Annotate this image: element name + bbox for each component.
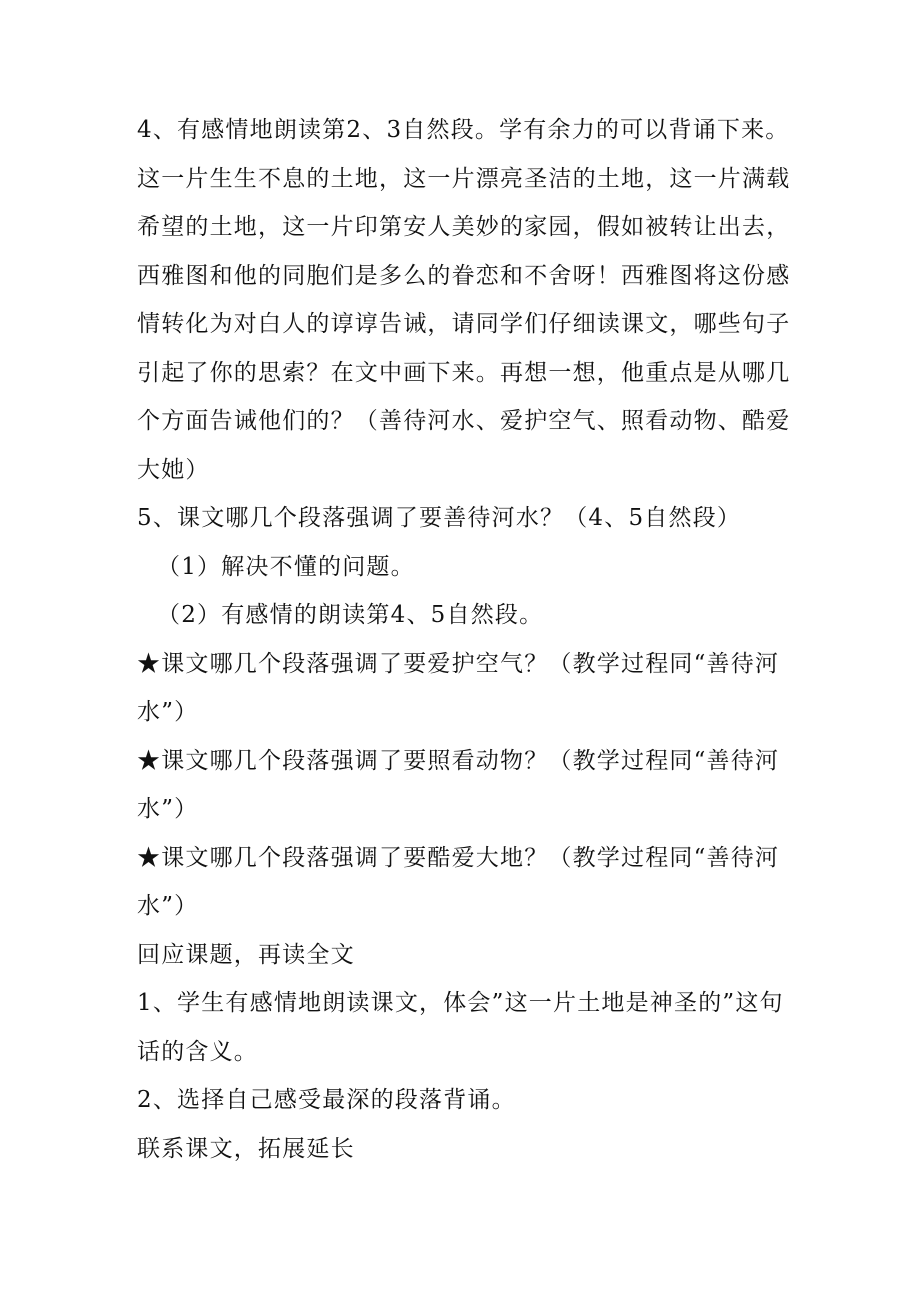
text-line: 水”） xyxy=(137,796,199,822)
text-line: 情转化为对白人的谆谆告诫，请同学们仔细读课文，哪些句子 xyxy=(137,311,791,337)
text-line: ★课文哪几个段落强调了要爱护空气？（教学过程同“善待河 xyxy=(137,650,780,677)
text-line: 希望的土地，这一片印第安人美妙的家园，假如被转让出去， xyxy=(137,214,791,240)
text-line: 这一片生生不息的土地，这一片漂亮圣洁的土地，这一片满载 xyxy=(137,165,791,192)
text-line: 大她） xyxy=(137,456,210,483)
text-line: 个方面告诫他们的？（善待河水、爱护空气、照看动物、酷爱 xyxy=(137,408,791,434)
document-body xyxy=(137,106,791,1173)
text-line: （1）解决不懂的问题。 xyxy=(157,553,415,580)
text-line: 5、课文哪几个段落强调了要善待河水？（4、5自然段） xyxy=(137,505,742,531)
text-line: 2、选择自己感受最深的段落背诵。 xyxy=(137,1087,516,1113)
text-line: （2）有感情的朗读第4、5自然段。 xyxy=(157,602,544,628)
text-line: 1、学生有感情地朗读课文，体会”这一片土地是神圣的”这句 xyxy=(137,990,784,1016)
section-heading: 联系课文，拓展延长 xyxy=(137,1135,355,1162)
section-heading: 回应课题，再读全文 xyxy=(137,941,355,968)
text-line: 话的含义。 xyxy=(137,1038,258,1065)
text-line: 4、有感情地朗读第2、3自然段。学有余力的可以背诵下来。 xyxy=(137,117,790,143)
text-line: ★课文哪几个段落强调了要酷爱大地？（教学过程同“善待河 xyxy=(137,844,780,871)
text-line: 水”） xyxy=(137,699,199,725)
text-line: ★课文哪几个段落强调了要照看动物？（教学过程同“善待河 xyxy=(137,747,780,774)
text-line: 西雅图和他的同胞们是多么的眷恋和不舍呀！西雅图将这份感 xyxy=(137,262,791,289)
text-line: 水”） xyxy=(137,893,199,919)
text-line: 引起了你的思索？在文中画下来。再想一想，他重点是从哪几 xyxy=(137,359,791,386)
